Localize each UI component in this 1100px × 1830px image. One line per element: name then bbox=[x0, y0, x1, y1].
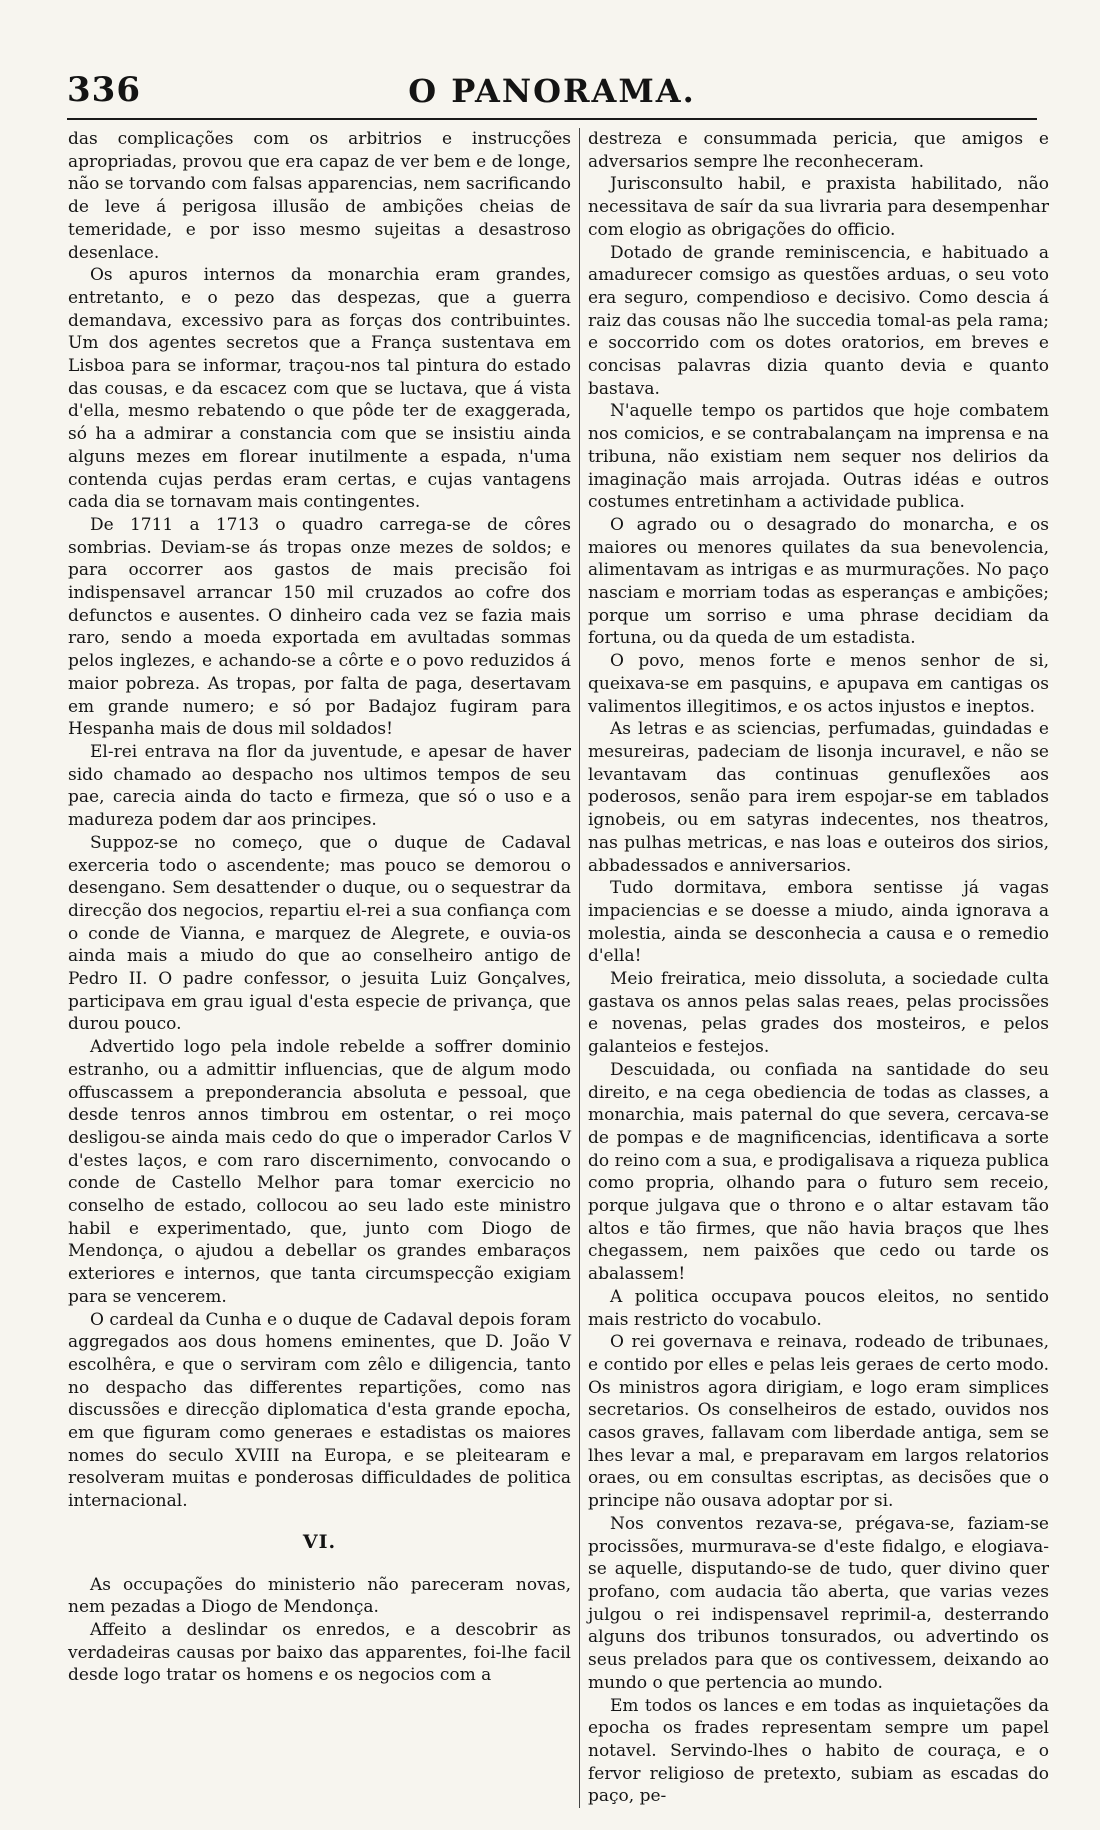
section-heading: VI. bbox=[302, 1530, 337, 1553]
journal-title: O PANORAMA. bbox=[408, 72, 696, 110]
paragraph: A politica occupava poucos eleitos, no sentido mais restricto do vocabulo. bbox=[588, 1286, 1049, 1330]
paragraph: O agrado ou o desagrado do monarcha, e os maiores ou menores quilates da sua benevolencia, alimentavam as intrigas e as murmurações. No paço nasciam e morriam todas as esperanças e ambições; porque um sorriso e uma phrase decidiam da fortuna, ou da queda de um estadista. bbox=[588, 514, 1049, 649]
paragraph: das complicações com os arbitrios e instrucções apropriadas, provou que era capaz de ver bem e de longe, não se torvando com falsas apparencias, nem sacrificando de leve á perigosa illusão de ambições cheias de temeridade, e por isso mesmo sujeitas a desastroso desenlace. bbox=[68, 129, 571, 263]
page-number: 336 bbox=[67, 70, 141, 110]
paragraph: N'aquelle tempo os partidos que hoje combatem nos comicios, e se contrabalançam na imprensa e na tribuna, não existiam nem sequer nos delirios da imaginação mais arrojada. Outras idéas e outros costumes entretinham a actividade publica. bbox=[588, 401, 1049, 513]
paragraph: Affeito a deslindar os enredos, e a descobrir as verdadeiras causas por baixo das apparentes, foi-lhe facil desde logo tratar os homens e os negocios com a bbox=[68, 1620, 571, 1686]
left-column bbox=[68, 128, 571, 1687]
page-header bbox=[67, 68, 1037, 120]
right-column bbox=[588, 128, 1049, 1808]
paragraph: Nos conventos rezava-se, prégava-se, faziam-se procissões, murmurava-se d'este fidalgo, e elogiava-se aquelle, disputando-se de tudo, quer divino quer profano, com audacia tão aberta, que varias vezes julgou o rei indispensavel reprimil-a, desterrando alguns dos tribunos tonsurados, ou advertindo os seus prelados para que os contivessem, deixando ao mundo o que pertencia ao mundo. bbox=[588, 1513, 1049, 1693]
paragraph: El-rei entrava na flor da juventude, e apesar de haver sido chamado ao despacho nos ultimos tempos de seu pae, carecia ainda do tacto e firmeza, que só o uso e a madureza podem dar aos principes. bbox=[68, 741, 571, 831]
paragraph: Jurisconsulto habil, e praxista habilitado, não necessitava de saír da sua livraria para desempenhar com elogio as obrigações do officio. bbox=[588, 174, 1049, 240]
paragraph: Em todos os lances e em todas as inquietações da epocha os frades representam sempre um papel notavel. Servindo-lhes o habito de couraça, e o fervor religioso de pretexto, subiam as escadas do paço, pe- bbox=[588, 1695, 1049, 1807]
paragraph: destreza e consummada pericia, que amigos e adversarios sempre lhe reconheceram. bbox=[588, 129, 1049, 172]
paragraph: Suppoz-se no começo, que o duque de Cadaval exerceria todo o ascendente; mas pouco se demorou o desengano. Sem desattender o duque, ou o sequestrar da direcção dos negocios, repartiu el-rei a sua confiança com o conde de Vianna, e marquez de Alegrete, e ouvia-os ainda mais a miudo do que ao conselheiro antigo de Pedro II. O padre confessor, o jesuita Luiz Gonçalves, participava em grau igual d'esta especie de privança, que durou pouco. bbox=[68, 832, 571, 1035]
paragraph: O cardeal da Cunha e o duque de Cadaval depois foram aggregados aos dous homens eminentes, que D. João V escolhêra, e que o serviram com zêlo e diligencia, tanto no despacho das differentes repartições, como nas discussões e direcção diplomatica d'esta grande epocha, em que figuram como generaes e estadistas os maiores nomes do seculo XVIII na Europa, e se pleitearam e resolveram muitas e ponderosas difficuldades de politica internacional. bbox=[68, 1309, 571, 1512]
paragraph: O rei governava e reinava, rodeado de tribunaes, e contido por elles e pelas leis geraes de certo modo. Os ministros agora dirigiam, e logo eram simplices secretarios. Os conselheiros de estado, ouvidos nos casos graves, fallavam com liberdade antiga, sem se lhes levar a mal, e preparavam em largos relatorios oraes, ou em consultas escriptas, as decisões que o principe não ousava adoptar por si. bbox=[588, 1332, 1049, 1512]
paragraph: Advertido logo pela indole rebelde a soffrer dominio estranho, ou a admittir influencias, que de algum modo offuscassem a preponderancia absoluta e pessoal, que desde tenros annos timbrou em ostentar, o rei moço desligou-se ainda mais cedo do que o imperador Carlos V d'estes laços, e com raro discernimento, convocando o conde de Castello Melhor para tomar exercicio no conselho de estado, collocou ao seu lado este ministro habil e experimentado, que, junto com Diogo de Mendonça, o ajudou a debellar os grandes embaraços exteriores e internos, que tanta circumspecção exigiam para se vencerem. bbox=[68, 1037, 571, 1307]
paragraph: Dotado de grande reminiscencia, e habituado a amadurecer comsigo as questões arduas, o seu voto era seguro, compendioso e decisivo. Como descia á raiz das cousas não lhe succedia tomal-as pela rama; e soccorrido com os dotes oratorios, em breves e concisas palavras dizia quanto devia e quanto bastava. bbox=[588, 242, 1049, 399]
paragraph: Descuidada, ou confiada na santidade do seu direito, e na cega obediencia de todas as classes, a monarchia, mais paternal do que severa, cercava-se de pompas e de magnificencias, identificava a sorte do reino com a sua, e prodigalisava a riqueza publica como propria, olhando para o futuro sem receio, porque julgava que o throno e o altar estavam tão altos e tão firmes, que não havia braços que lhes chegassem, nem paixões que cedo ou tarde os abalassem! bbox=[588, 1059, 1049, 1285]
paragraph: Os apuros internos da monarchia eram grandes, entretanto, e o pezo das despezas, que a guerra demandava, excessivo para as forças dos contribuintes. Um dos agentes secretos que a França sustentava em Lisboa para se informar, traçou-nos tal pintura do estado das cousas, e da escacez com que se luctava, que á vista d'ella, mesmo rebatendo o que pôde ter de exaggerada, só ha a admirar a constancia com que se insistiu ainda alguns mezes em florear inutilmente a espada, n'uma contenda cujas perdas eram certas, e cujas vantagens cada dia se tornavam mais contingentes. bbox=[68, 265, 571, 513]
paragraph: As occupações do ministerio não pareceram novas, nem pezadas a Diogo de Mendonça. bbox=[68, 1574, 571, 1618]
paragraph: Tudo dormitava, embora sentisse já vagas impaciencias e se doesse a miudo, ainda ignorava a molestia, ainda se desconhecia a causa e o remedio d'ella! bbox=[588, 878, 1049, 967]
column-divider bbox=[579, 128, 580, 1808]
paragraph: O povo, menos forte e menos senhor de si, queixava-se em pasquins, e apupava em cantigas os valimentos illegitimos, e os actos injustos e ineptos. bbox=[588, 651, 1049, 717]
paragraph: Meio freiratica, meio dissoluta, a sociedade culta gastava os annos pelas salas reaes, pelas procissões e novenas, pelas grades dos mosteiros, e pelos galanteios e festejos. bbox=[588, 969, 1049, 1058]
paragraph: De 1711 a 1713 o quadro carrega-se de côres sombrias. Deviam-se ás tropas onze mezes de soldos; e para occorrer aos gastos de mais precisão foi indispensavel arrancar 150 mil cruzados ao cofre dos defunctos e ausentes. O dinheiro cada vez se fazia mais raro, sendo a moeda exportada em avultadas sommas pelos inglezes, e achando-se a côrte e o povo reduzidos á maior pobreza. As tropas, por falta de paga, desertavam em grande numero; e só por Badajoz fugiram para Hespanha mais de dous mil soldados! bbox=[68, 514, 571, 740]
paragraph: As letras e as sciencias, perfumadas, guindadas e mesureiras, padeciam de lisonja incuravel, e não se levantavam das continuas genuflexões aos poderosos, senão para irem espojar-se em tablados ignobeis, ou em satyras indecentes, nos theatros, nas pulhas metricas, e nas loas e outeiros dos sirios, abbadessados e anniversarios. bbox=[588, 719, 1049, 876]
